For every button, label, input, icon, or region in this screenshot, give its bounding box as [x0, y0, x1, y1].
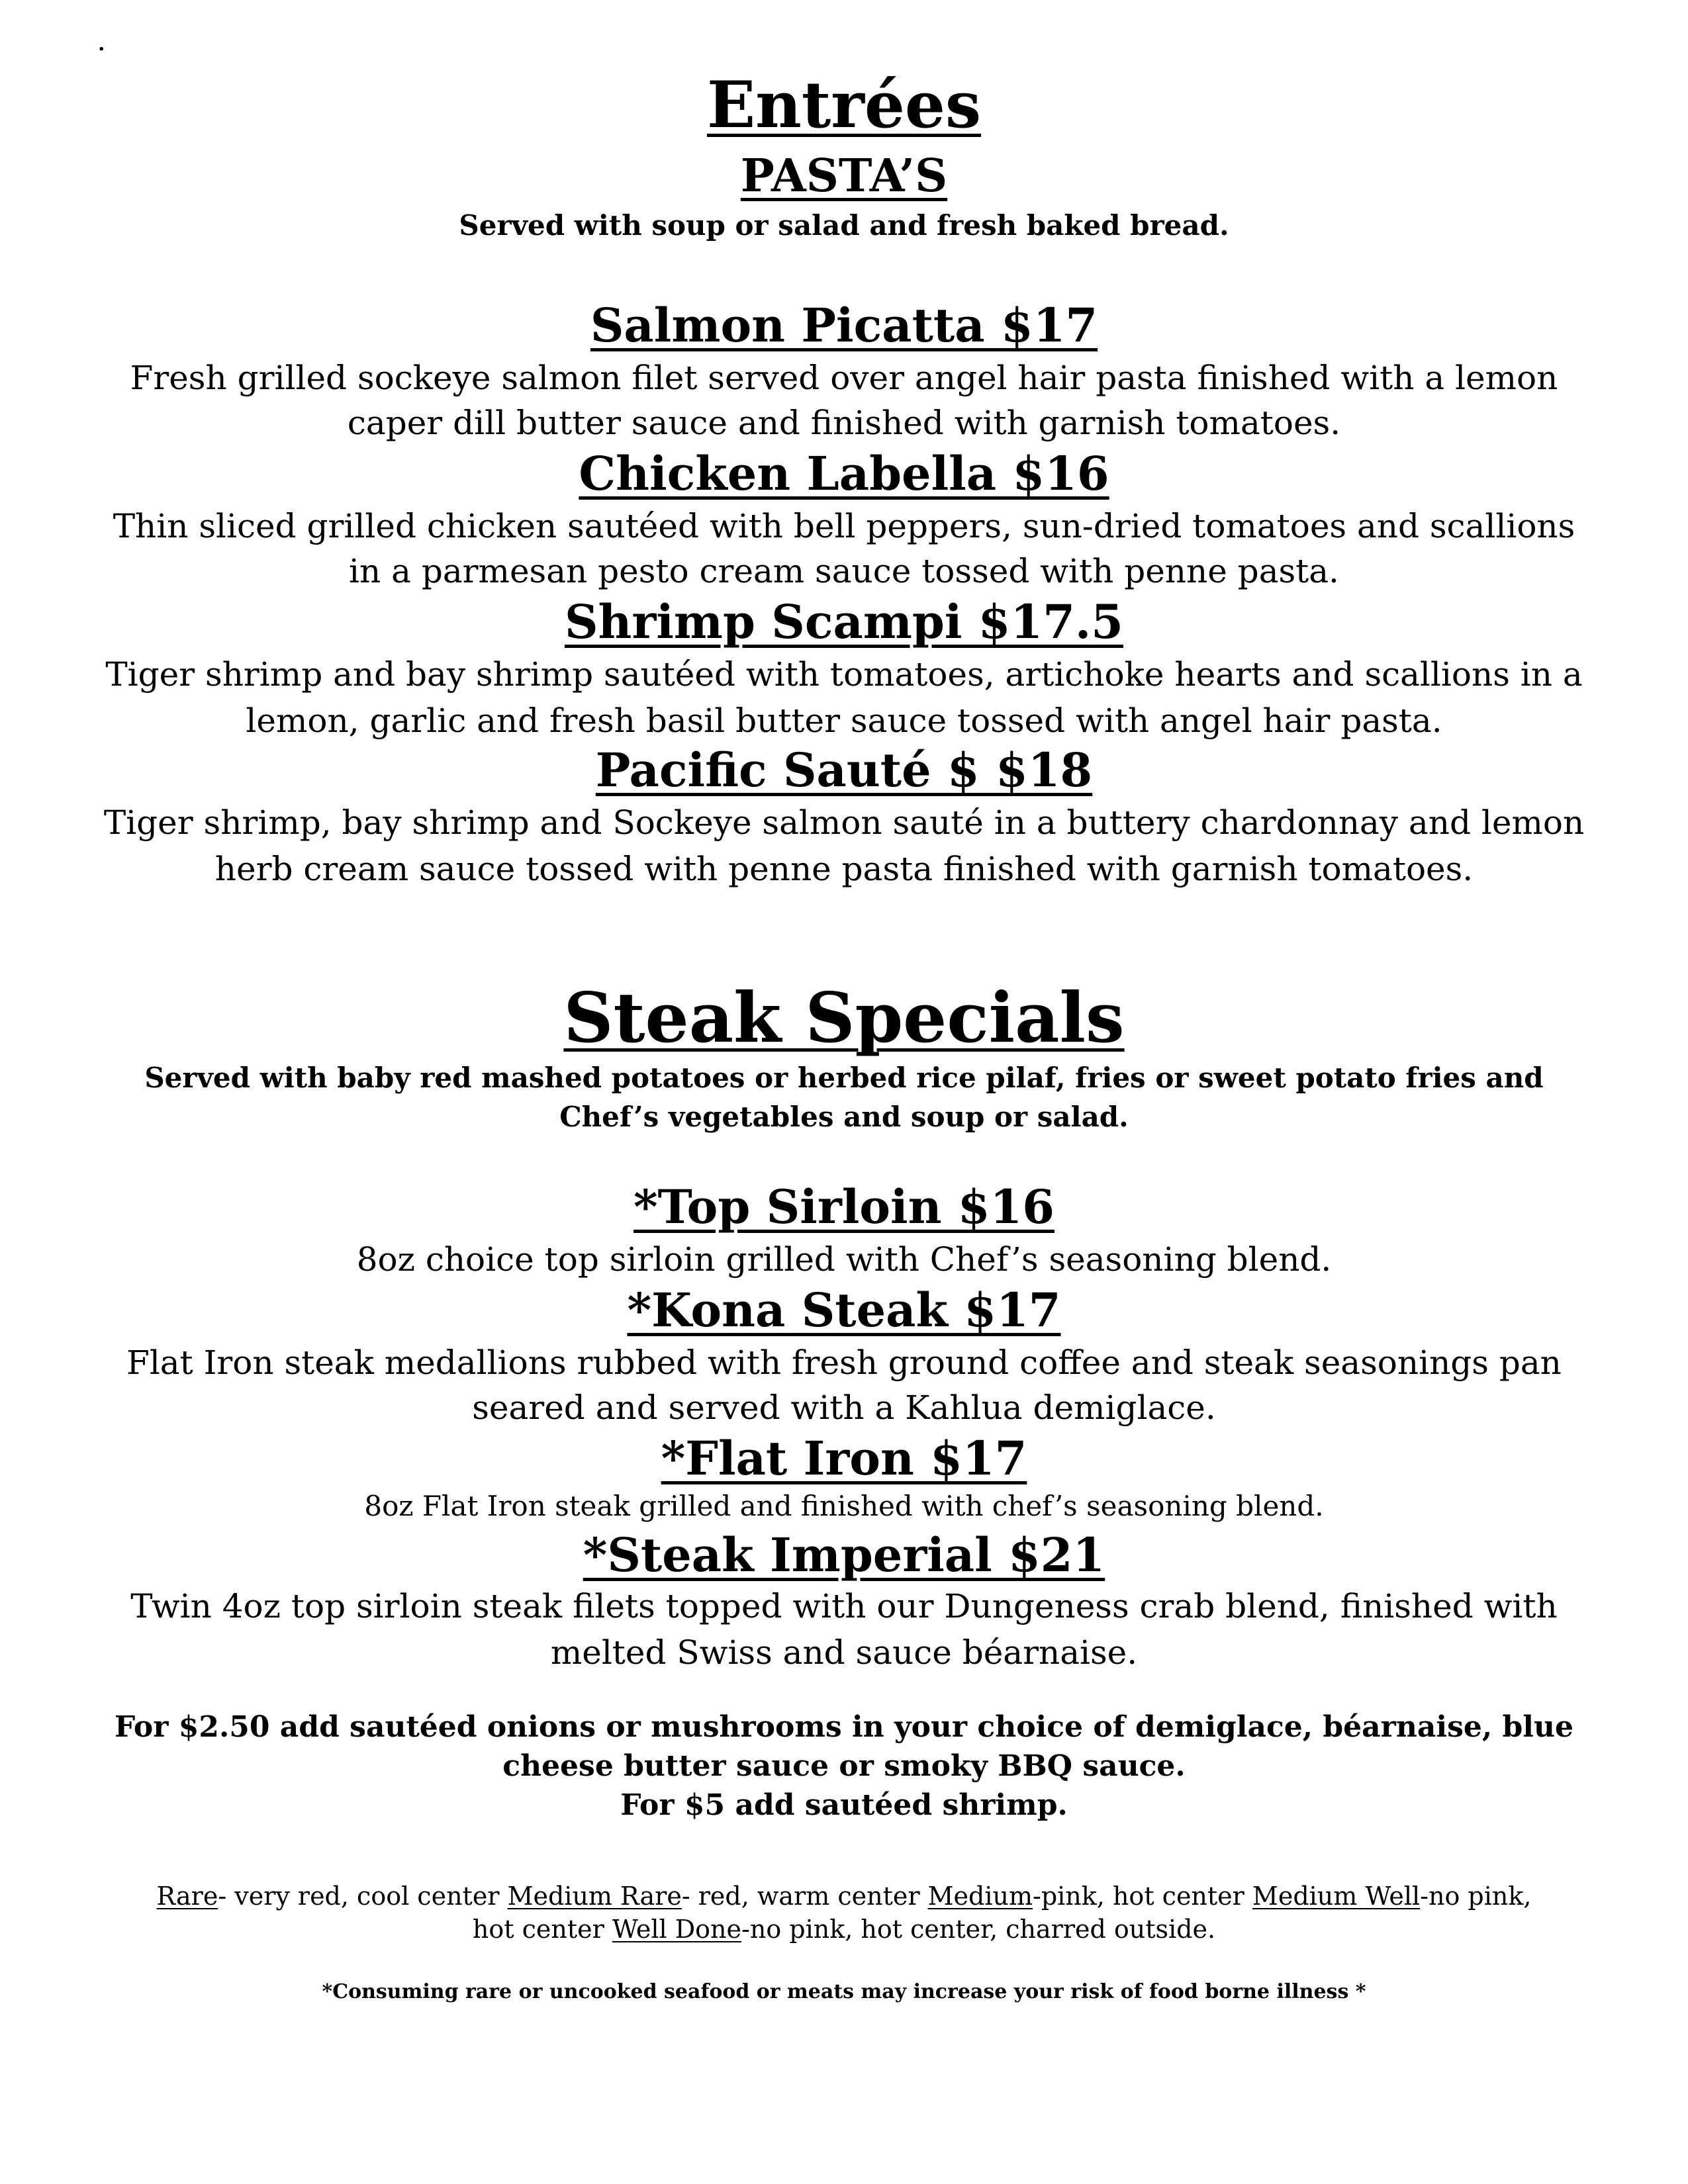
doneness-term-medium-well: Medium Well — [1252, 1882, 1421, 1911]
addon-note: For $5 add sautéed shrimp. — [620, 1788, 1068, 1822]
menu-item-desc: caper dill butter sauce and finished with garnish tomatoes. — [347, 404, 1341, 442]
doneness-term-well-done: Well Done — [612, 1915, 742, 1944]
page-mark: . — [98, 32, 105, 56]
menu-item-desc: Tiger shrimp, bay shrimp and Sockeye salmon sauté in a buttery chardonnay and lemon — [103, 803, 1585, 842]
menu-item-desc: Flat Iron steak medallions rubbed with fresh ground coffee and steak seasonings pan — [126, 1343, 1562, 1382]
menu-item-desc: seared and served with a Kahlua demiglace. — [472, 1388, 1216, 1427]
steak-served-note: Chef’s vegetables and soup or salad. — [559, 1101, 1129, 1133]
menu-item-title: *Kona Steak $17 — [627, 1283, 1061, 1338]
doneness-legend: Rare- very red, cool center Medium Rare- red, warm center Medium-pink, hot center Medium Well-no pink, — [156, 1882, 1532, 1911]
doneness-term-rare: Rare — [156, 1882, 218, 1911]
menu-item-title: *Top Sirloin $16 — [633, 1179, 1055, 1234]
menu-item-title: *Steak Imperial $21 — [583, 1527, 1105, 1582]
menu-item-desc: herb cream sauce tossed with penne pasta finished with garnish tomatoes. — [214, 850, 1474, 888]
menu-item-desc: in a parmesan pesto cream sauce tossed with penne pasta. — [349, 552, 1339, 590]
entrees-heading: Entrées — [706, 68, 982, 142]
pasta-served-note: Served with soup or salad and fresh baked bread. — [459, 209, 1229, 242]
menu-item-desc: Fresh grilled sockeye salmon filet served over angel hair pasta finished with a lemon — [130, 359, 1558, 397]
menu-item-title: Salmon Picatta $17 — [590, 298, 1098, 353]
menu-item-desc: 8oz choice top sirloin grilled with Chef’s seasoning blend. — [356, 1240, 1332, 1279]
menu-item-desc: lemon, garlic and fresh basil butter sauce tossed with angel hair pasta. — [246, 702, 1442, 740]
addon-note: cheese butter sauce or smoky BBQ sauce. — [502, 1749, 1186, 1783]
addon-note: For $2.50 add sautéed onions or mushrooms in your choice of demiglace, béarnaise, blue — [115, 1710, 1573, 1744]
menu-item-desc: melted Swiss and sauce béarnaise. — [550, 1633, 1138, 1672]
menu-item-title: Chicken Labella $16 — [579, 446, 1109, 501]
menu-item-title: Pacific Sauté $ $18 — [595, 743, 1093, 797]
menu-item-title: *Flat Iron $17 — [661, 1431, 1027, 1486]
menu-item-desc: Thin sliced grilled chicken sautéed with bell peppers, sun-dried tomatoes and scallions — [113, 507, 1575, 545]
menu-item-desc: 8oz Flat Iron steak grilled and finished with chef’s seasoning blend. — [364, 1490, 1324, 1522]
menu-item-title: Shrimp Scampi $17.5 — [565, 594, 1123, 649]
steak-served-note: Served with baby red mashed potatoes or herbed rice pilaf, fries or sweet potato fries and — [144, 1062, 1544, 1094]
food-safety-disclaimer: *Consuming rare or uncooked seafood or meats may increase your risk of food borne illness * — [322, 1980, 1366, 2003]
menu-item-desc: Tiger shrimp and bay shrimp sautéed with tomatoes, artichoke hearts and scallions in a — [105, 655, 1583, 694]
doneness-term-medium-rare: Medium Rare — [507, 1882, 682, 1911]
pasta-subheading: PASTA’S — [740, 150, 948, 203]
doneness-term-medium: Medium — [927, 1882, 1033, 1911]
menu-item-desc: Twin 4oz top sirloin steak filets topped with our Dungeness crab blend, finished with — [130, 1587, 1558, 1625]
doneness-legend: hot center Well Done-no pink, hot center, charred outside. — [472, 1915, 1216, 1944]
steak-specials-heading: Steak Specials — [563, 977, 1125, 1058]
